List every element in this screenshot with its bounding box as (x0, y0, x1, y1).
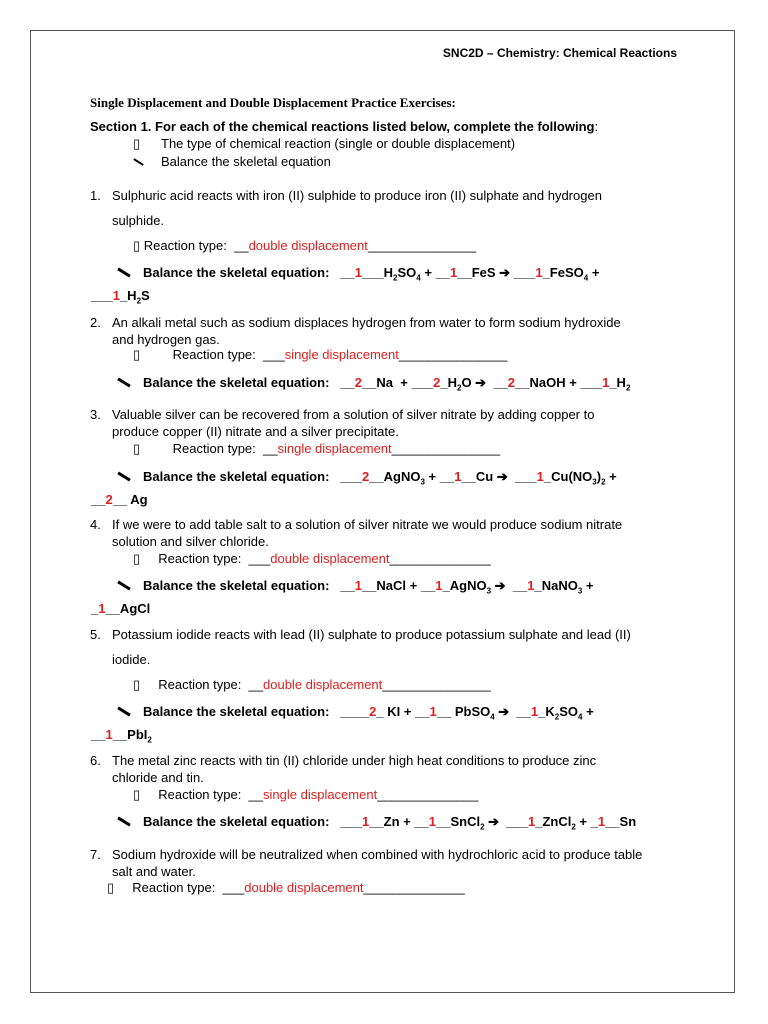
reaction-type-label: Reaction type: (158, 677, 242, 692)
pencil-icon (117, 581, 130, 591)
reaction-type-answer: double displacement (263, 677, 383, 692)
box-bullet-icon: ▯ (133, 136, 141, 151)
question-text: Sodium hydroxide will be neutralized when combined with hydrochloric acid to produce table (112, 847, 643, 862)
coefficient: 1 (536, 469, 544, 484)
reaction-type-5: ▯ Reaction type: __double displacement_______________ (133, 677, 491, 692)
coefficient: 1 (450, 265, 458, 280)
equation-2: Balance the skeletal equation: __2__Na + $\_\_\_2\_H_2O$ ➔ __2__NaOH + $\_\_\_1\_H_2$ (117, 374, 630, 397)
coefficient: 1 (98, 600, 106, 616)
reaction-type-label: Reaction type: (172, 347, 256, 362)
coefficient: 2 (507, 375, 515, 390)
question-text: sulphide. (112, 213, 165, 228)
reaction-type-2: ▯ Reaction type: ___single displacement_______________ (133, 347, 508, 362)
question-number: 4. (90, 517, 101, 532)
question-text: The metal zinc reacts with tin (II) chloride under high heat conditions to produce zinc (112, 753, 597, 768)
question-text: Sulphuric acid reacts with iron (II) sulphide to produce iron (II) sulphate and hydrogen (112, 188, 602, 203)
balance-label: Balance the skeletal equation: (143, 578, 330, 593)
pencil-icon (117, 472, 130, 482)
question-number: 5. (90, 627, 101, 642)
pencil-icon (117, 268, 130, 278)
question-text: salt and water. (112, 864, 196, 879)
balance-label: Balance the skeletal equation: (143, 265, 330, 280)
section-intro (90, 119, 598, 134)
coefficient: 1 (354, 265, 362, 280)
balance-label: Balance the skeletal equation: (143, 704, 330, 719)
reaction-type-answer: single displacement (263, 787, 378, 802)
box-bullet-icon: ▯ (133, 347, 141, 362)
page-header: SNC2D – Chemistry: Chemical Reactions (442, 46, 677, 60)
question-text: and hydrogen gas. (112, 332, 220, 347)
question-text: Valuable silver can be recovered from a solution of silver nitrate by adding copper to (112, 407, 595, 422)
box-bullet-icon: ▯ (107, 880, 115, 895)
question-text: iodide. (112, 652, 151, 667)
reaction-type-7: ▯ Reaction type: ___double displacement______________ (107, 880, 465, 895)
question-text: chloride and tin. (112, 770, 204, 785)
box-bullet-icon: ▯ (133, 238, 144, 253)
equation-6: Balance the skeletal equation: ___1__Zn + __1__SnCl$_2$ ➔ ___1_ZnCl$_2$ + _1__Sn (117, 813, 636, 836)
reaction-type-answer: double displacement (270, 551, 390, 566)
balance-label: Balance the skeletal equation: (143, 469, 330, 484)
coefficient: 1 (454, 469, 462, 484)
section-intro-bold: Section 1. For each of the chemical reactions listed below, complete the following (90, 119, 595, 134)
coefficient: 1 (429, 704, 437, 719)
reaction-type-answer: double displacement (248, 238, 368, 253)
equation-1: Balance the skeletal equation: $\_\_1\_\_\_H_2SO_4$ + __1__FeS ➔ ___1_FeSO$_4$ + $\_\_\_1\_H_2S$ (91, 265, 600, 306)
coefficient: 1 (527, 814, 536, 829)
question-text: produce copper (II) nitrate and a silver precipitate. (112, 424, 399, 439)
balance-label: Balance the skeletal equation: (143, 375, 330, 390)
question-number: 1. (90, 188, 101, 203)
pencil-icon (117, 378, 130, 388)
bullet-text: Balance the skeletal equation (161, 154, 331, 169)
reaction-type-answer: double displacement (244, 880, 364, 895)
coefficient: 1 (530, 704, 539, 719)
box-bullet-icon: ▯ (133, 441, 141, 456)
box-bullet-icon: ▯ (133, 787, 141, 802)
coefficient: 2 (433, 375, 441, 390)
reaction-type-1: ▯ Reaction type: __double displacement_______________ (133, 238, 477, 253)
question-number: 3. (90, 407, 101, 422)
pencil-icon (117, 707, 130, 717)
coefficient: 1 (435, 578, 443, 593)
coefficient: 1 (361, 814, 370, 829)
question-number: 6. (90, 753, 101, 768)
coefficient: 1 (597, 814, 606, 829)
question-text: Potassium iodide reacts with lead (II) sulphate to produce potassium sulphate and lead (II) (112, 627, 631, 642)
coefficient: 1 (112, 287, 120, 303)
bullet-type (133, 136, 515, 152)
box-bullet-icon: ▯ (133, 551, 141, 566)
bullet-balance (133, 154, 331, 169)
coefficient: 2 (105, 491, 113, 507)
question-text: An alkali metal such as sodium displaces hydrogen from water to form sodium hydroxide (112, 315, 621, 330)
question-text: solution and silver chloride. (112, 534, 269, 549)
question-text: If we were to add table salt to a solution of silver nitrate we would produce sodium nitrate (112, 517, 623, 532)
reaction-type-3: ▯ Reaction type: __single displacement_______________ (133, 441, 501, 456)
reaction-type-answer: single displacement (284, 347, 399, 362)
pencil-icon (117, 817, 130, 827)
reaction-type-label: Reaction type: (158, 551, 242, 566)
coefficient: 2 (354, 375, 362, 390)
box-bullet-icon: ▯ (133, 677, 141, 692)
coefficient: 2 (369, 704, 377, 719)
coefficient: 1 (602, 375, 610, 390)
pencil-bullet-icon (133, 154, 161, 169)
equation-5: Balance the skeletal equation: ____2_ KI + __1__ PbSO$_4$ ➔ $\_\_1\_K_2SO_4$ + __1__PbI$_2$ (91, 704, 594, 745)
reaction-type-6: ▯ Reaction type: __single displacement______________ (133, 787, 479, 802)
reaction-type-label: Reaction type: (172, 441, 256, 456)
bullet-text: The type of chemical reaction (single or double displacement) (161, 136, 516, 151)
coefficient: 1 (354, 578, 362, 593)
reaction-type-label: Reaction type: (158, 787, 242, 802)
reaction-type-label: Reaction type: (132, 880, 216, 895)
coefficient: 1 (535, 265, 543, 280)
equation-3: Balance the skeletal equation: ___2__AgNO$_3$ + __1__Cu ➔ $\_\_\_1\_Cu(NO_3)_2$ + __2__ Ag (91, 469, 617, 507)
coefficient: 2 (361, 469, 370, 484)
reaction-type-label: Reaction type: (143, 238, 227, 253)
coefficient: 1 (105, 726, 113, 742)
reaction-type-4: ▯ Reaction type: ___double displacement______________ (133, 551, 491, 566)
worksheet-title: Single Displacement and Double Displacement Practice Exercises: (90, 95, 456, 110)
coefficient: 1 (428, 814, 437, 829)
equation-4: Balance the skeletal equation: __1__NaCl + __1_AgNO$_3$ ➔ __1_NaNO$_3$ + _1__AgCl (91, 578, 594, 616)
balance-label: Balance the skeletal equation: (143, 814, 330, 829)
question-number: 2. (90, 315, 101, 330)
reaction-type-answer: single displacement (277, 441, 392, 456)
coefficient: 1 (527, 578, 535, 593)
section-intro-colon: : (594, 119, 599, 134)
question-number: 7. (90, 847, 101, 862)
